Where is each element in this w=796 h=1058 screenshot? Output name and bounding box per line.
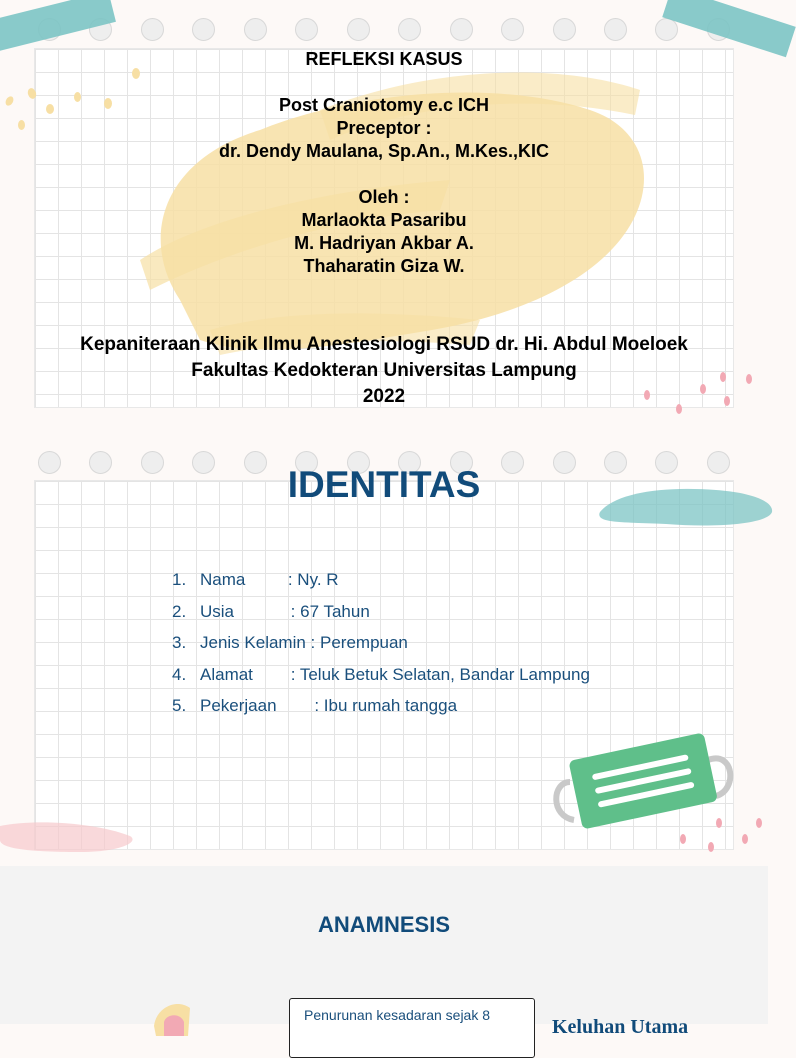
- binder-hole: [398, 18, 421, 41]
- identitas-title: IDENTITAS: [287, 464, 481, 505]
- callout-text: Penurunan kesadaran sejak 8: [304, 1007, 491, 1023]
- binder-hole: [244, 18, 267, 41]
- item-text: Jenis Kelamin : Perempuan: [200, 633, 408, 652]
- binder-hole: [501, 18, 524, 41]
- list-item: [172, 659, 590, 691]
- confetti-dot: [716, 818, 722, 828]
- list-item: [172, 690, 590, 722]
- cover-slide: [0, 0, 768, 430]
- author-name: Thaharatin Giza W.: [303, 256, 465, 276]
- author-name: Marlaokta Pasaribu: [301, 210, 467, 230]
- by-label: Oleh :: [358, 187, 410, 207]
- chief-complaint-heading: Keluhan Utama: [552, 1016, 689, 1038]
- cover-title: REFLEKSI KASUS: [305, 49, 463, 69]
- institution-block: [0, 332, 768, 410]
- person-illustration-icon: [150, 996, 194, 1036]
- binder-hole: [347, 18, 370, 41]
- confetti-dot: [680, 834, 686, 844]
- list-item: [172, 627, 590, 659]
- author-name: M. Hadriyan Akbar A.: [294, 233, 474, 253]
- item-text: Usia : 67 Tahun: [200, 601, 370, 621]
- chief-complaint-callout: [289, 998, 535, 1058]
- identity-list: [172, 564, 590, 722]
- binder-hole: [141, 18, 164, 41]
- item-number: 4.: [172, 664, 187, 684]
- list-item: [172, 596, 590, 628]
- institution-line: Fakultas Kedokteran Universitas Lampung: [191, 360, 577, 381]
- item-text: Nama : Ny. R: [200, 570, 339, 589]
- preceptor-name: dr. Dendy Maulana, Sp.An., M.Kes.,KIC: [218, 141, 550, 161]
- anamnesis-slide: [0, 866, 768, 1038]
- face-mask-icon: [548, 720, 738, 840]
- cover-text-block: [0, 48, 768, 278]
- institution-line: Kepaniteraan Klinik Ilmu Anestesiologi RSUD dr. Hi. Abdul Moeloek: [80, 334, 688, 355]
- identitas-slide: [0, 430, 768, 866]
- spacer: [0, 163, 768, 186]
- binder-hole: [450, 18, 473, 41]
- item-number: 3.: [172, 633, 187, 652]
- pink-paint-smear: [0, 810, 140, 860]
- confetti-dot: [708, 842, 714, 852]
- spacer: [0, 71, 768, 94]
- binder-hole: [604, 18, 627, 41]
- item-number: 5.: [172, 696, 187, 715]
- binder-holes: [34, 18, 734, 41]
- item-text: Pekerjaan : Ibu rumah tangga: [200, 696, 458, 715]
- year: 2022: [362, 386, 406, 407]
- case-title: Post Craniotomy e.c ICH: [278, 95, 490, 115]
- item-text: Alamat : Teluk Betuk Selatan, Bandar Lampung: [200, 664, 590, 684]
- binder-hole: [295, 18, 318, 41]
- binder-hole: [192, 18, 215, 41]
- confetti-dot: [742, 834, 748, 844]
- item-number: 1.: [172, 570, 187, 589]
- item-number: 2.: [172, 601, 187, 621]
- confetti-dot: [756, 818, 762, 828]
- preceptor-label: Preceptor :: [336, 118, 432, 138]
- binder-hole: [553, 18, 576, 41]
- list-item: [172, 564, 590, 596]
- anamnesis-title: ANAMNESIS: [317, 912, 450, 937]
